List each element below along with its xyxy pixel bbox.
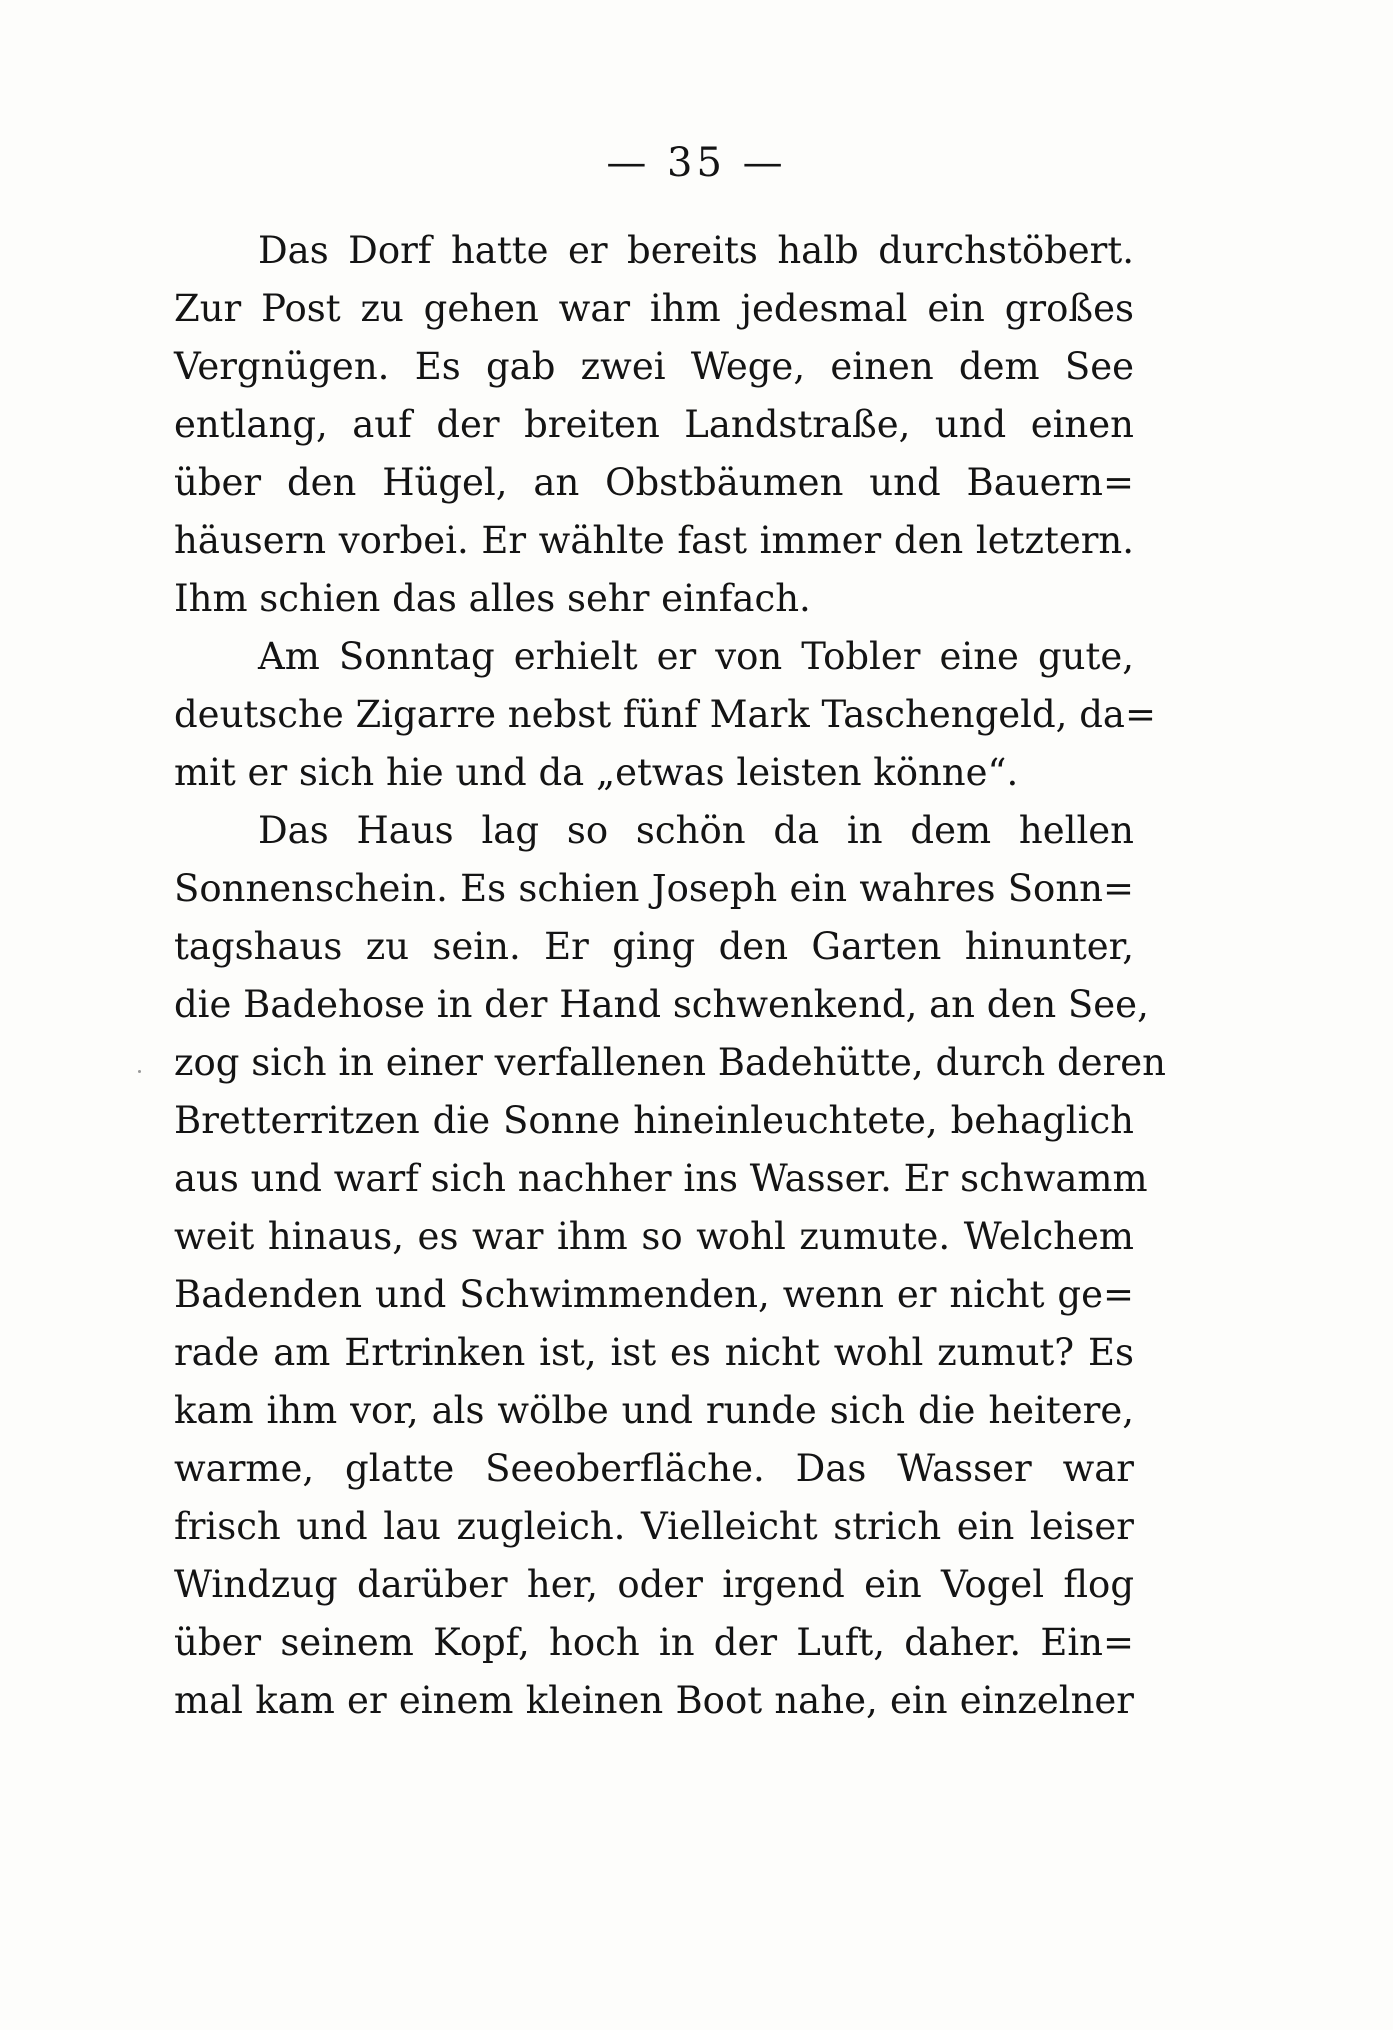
text-line: Windzug darüber her, oder irgend ein Vogel flog [174,1563,1134,1606]
text-line: Das Haus lag so schön da in dem hellen [258,809,1134,852]
text-line: tagshaus zu sein. Er ging den Garten hinunter, [174,925,1134,968]
text-line: deutsche Zigarre nebst fünf Mark Taschengeld, da= [174,693,1156,736]
text-line: Am Sonntag erhielt er von Tobler eine gute, [258,635,1134,678]
text-line: mal kam er einem kleinen Boot nahe, ein einzelner [174,1679,1134,1722]
text-line: zog sich in einer verfallenen Badehütte, durch deren [174,1041,1166,1084]
text-line: die Badehose in der Hand schwenkend, an den See, [174,983,1149,1026]
text-line: weit hinaus, es war ihm so wohl zumute. Welchem [174,1215,1134,1258]
text-line: aus und warf sich nachher ins Wasser. Er schwamm [174,1157,1148,1200]
text-line: rade am Ertrinken ist, ist es nicht wohl zumut? Es [174,1331,1134,1374]
text-line: häusern vorbei. Er wählte fast immer den letztern. [174,519,1134,562]
text-line: Das Dorf hatte er bereits halb durchstöbert. [258,229,1134,272]
body-text [174,222,1166,1730]
text-line: entlang, auf der breiten Landstraße, und einen [174,403,1134,446]
text-line: über den Hügel, an Obstbäumen und Bauern= [174,461,1134,504]
scan-speck [138,1070,141,1073]
text-line: Badenden und Schwimmenden, wenn er nicht ge= [174,1273,1134,1316]
text-line: Vergnügen. Es gab zwei Wege, einen dem See [174,345,1134,388]
text-line: über seinem Kopf, hoch in der Luft, daher. Ein= [174,1621,1134,1664]
text-line: Bretterritzen die Sonne hineinleuchtete, behaglich [174,1099,1134,1142]
page-number: — 35 — [606,140,787,186]
text-line: frisch und lau zugleich. Vielleicht strich ein leiser [174,1505,1134,1548]
text-line: kam ihm vor, als wölbe und runde sich die heitere, [174,1389,1134,1432]
text-line: Sonnenschein. Es schien Joseph ein wahres Sonn= [174,867,1134,910]
text-line: warme, glatte Seeoberfläche. Das Wasser war [174,1447,1134,1490]
text-line: mit er sich hie und da „etwas leisten könne“. [174,751,1019,794]
text-line: Ihm schien das alles sehr einfach. [174,577,811,620]
text-line: Zur Post zu gehen war ihm jedesmal ein großes [174,287,1134,330]
